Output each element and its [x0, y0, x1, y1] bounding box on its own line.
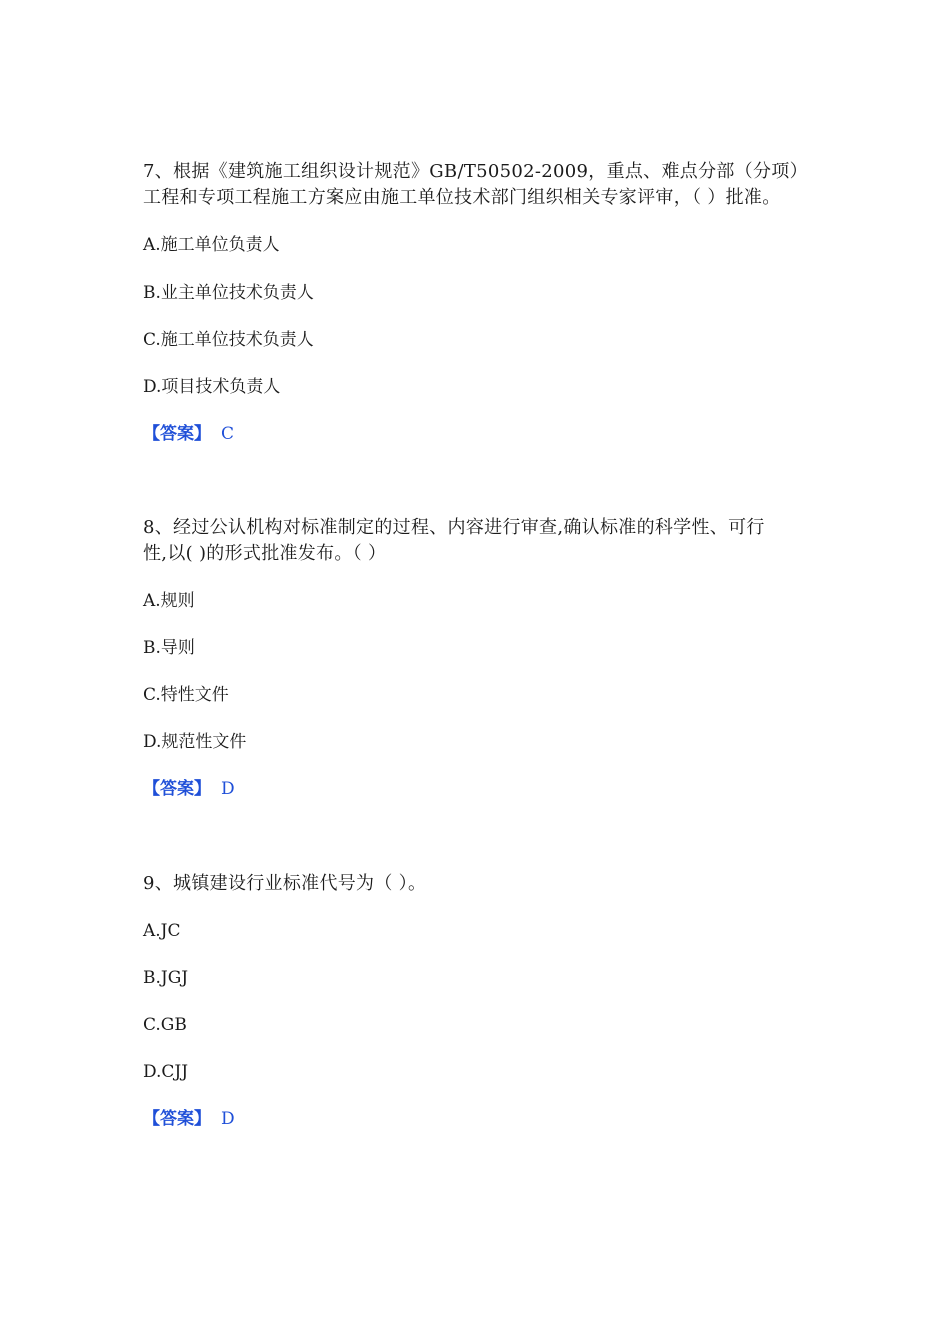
question-8-stem-line-1: 8、经过公认机构对标准制定的过程、内容进行审查,确认标准的科学性、可行 [143, 517, 765, 538]
question-7-option-c: C.施工单位技术负责人 [143, 330, 314, 350]
answer-label: 【答案】 [143, 779, 211, 799]
question-9-option-c: C.GB [143, 1015, 187, 1035]
question-9-stem-line-1: 9、城镇建设行业标准代号为（ ）。 [143, 873, 427, 894]
question-8-option-b: B.导则 [143, 638, 195, 658]
answer-value: C [221, 424, 235, 444]
question-8-option-c: C.特性文件 [143, 685, 229, 705]
question-7-answer [143, 422, 234, 446]
question-7-option-d: D.项目技术负责人 [143, 377, 281, 397]
question-9-option-d: D.CJJ [143, 1062, 189, 1082]
question-7-option-a: A.施工单位负责人 [143, 235, 280, 255]
answer-label: 【答案】 [143, 424, 211, 444]
question-9-option-b: B.JGJ [143, 968, 189, 988]
question-8-answer [143, 777, 235, 801]
answer-value: D [221, 779, 235, 799]
question-9-answer [143, 1107, 235, 1131]
question-7-stem-line-2: 工程和专项工程施工方案应由施工单位技术部门组织相关专家评审，（ ）批准。 [143, 187, 781, 208]
question-8-option-d: D.规范性文件 [143, 732, 247, 752]
question-8-stem-line-2: 性,以( )的形式批准发布。（ ） [143, 543, 387, 564]
question-9-option-a: A.JC [143, 921, 181, 941]
answer-value: D [221, 1109, 235, 1129]
question-7-option-b: B.业主单位技术负责人 [143, 283, 314, 303]
question-7-stem-line-1: 7、根据《建筑施工组织设计规范》GB/T50502-2009，重点、难点分部（分项） [143, 161, 808, 182]
question-8-option-a: A.规则 [143, 591, 195, 611]
answer-label: 【答案】 [143, 1109, 211, 1129]
